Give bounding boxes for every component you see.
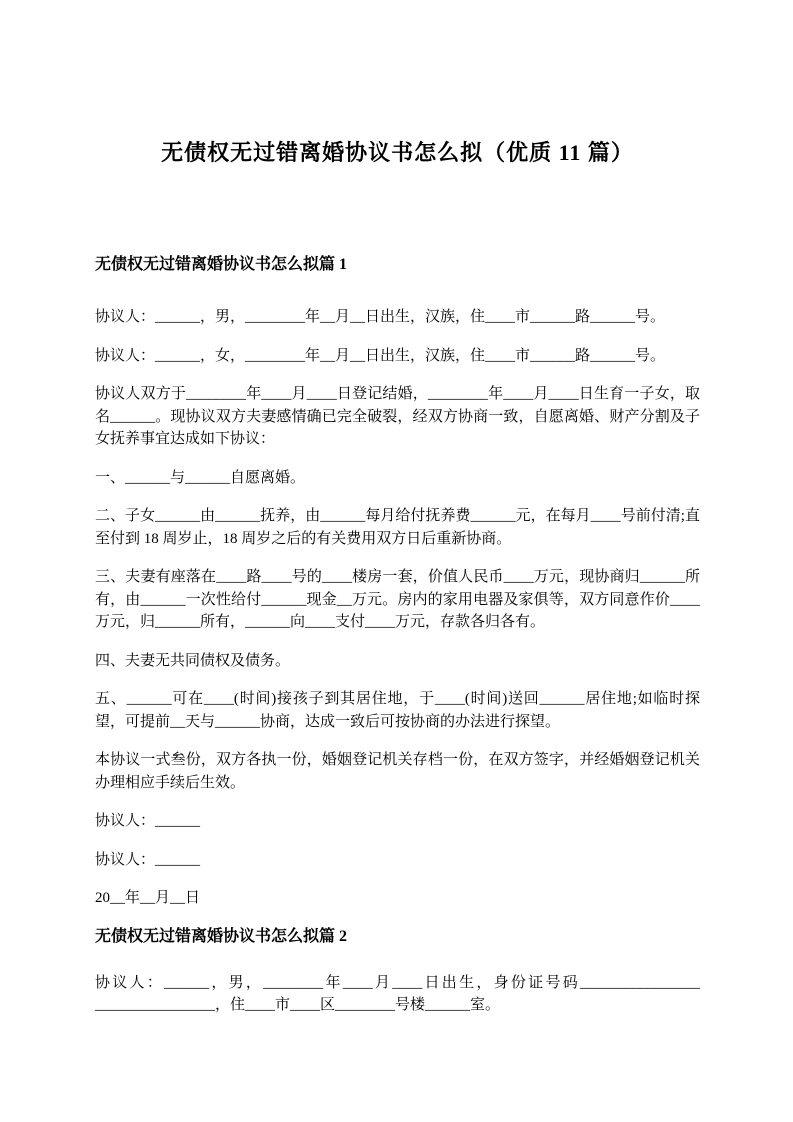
paragraph-clause-1: 一、______与______自愿离婚。 xyxy=(95,469,306,486)
paragraph-clause-4: 四、夫妻无共同债权及债务。 xyxy=(95,652,291,669)
paragraph-party-male: 协议人：______，男，________年__月__日出生，汉族，住____市______路______号。 xyxy=(95,309,666,325)
paragraph-party-female: 协议人：______，女，________年__月__日出生，汉族，住____市______路______号。 xyxy=(95,347,666,364)
paragraph-closing: 本协议一式叁份，双方各执一份，婚姻登记机关存档一份，在双方签字，并经婚姻登记机关办理相应手续后生效。 xyxy=(95,752,700,791)
signature-line-party-1: 协议人：______ xyxy=(95,813,201,829)
paragraph-clause-2: 二、子女______由______抚养，由______每月给付抚养费______元，在每月____号前付清;直至付到 18 周岁止，18 周岁之后的有关费用双方日后重新协商。 xyxy=(95,508,700,547)
paragraph-preamble: 协议人双方于________年____月____日登记结婚，________年____月____日生育一子女，取名______。现协议双方夫妻感情确已完全破裂，经双方协商一致，自愿离婚、财产分割及子女抚养事宜达成如下协议： xyxy=(95,386,700,447)
date-line: 20__年__月__日 xyxy=(95,890,201,906)
section-2-heading: 无债权无过错离婚协议书怎么拟篇 2 xyxy=(95,927,348,945)
section-1-heading: 无债权无过错离婚协议书怎么拟篇 1 xyxy=(95,256,348,273)
paragraph-party-male-2: 协议人：______，男，________年____月____日出生，身份证号码________________​________________，住____市____区________号楼______室。 xyxy=(95,974,700,1013)
paragraph-clause-3: 三、夫妻有座落在____路____号的____楼房一套，价值人民币____万元，现协商归______所有，由______一次性给付______现金__万元。房内的家用电器及家俱等，双方同意作价____万元，归______所有，______向____支付____万元，存款各归各有。 xyxy=(95,569,700,630)
signature-line-party-2: 协议人：______ xyxy=(95,851,201,868)
paragraph-clause-5: 五、______可在____(时间)接孩子到其居住地，于____(时间)送回______居住地;如临时探望，可提前__天与______协商，达成一致后可按协商的办法进行探望。 xyxy=(95,691,700,730)
document-title: 无债权无过错离婚协议书怎么拟（优质 11 篇） xyxy=(161,140,634,165)
